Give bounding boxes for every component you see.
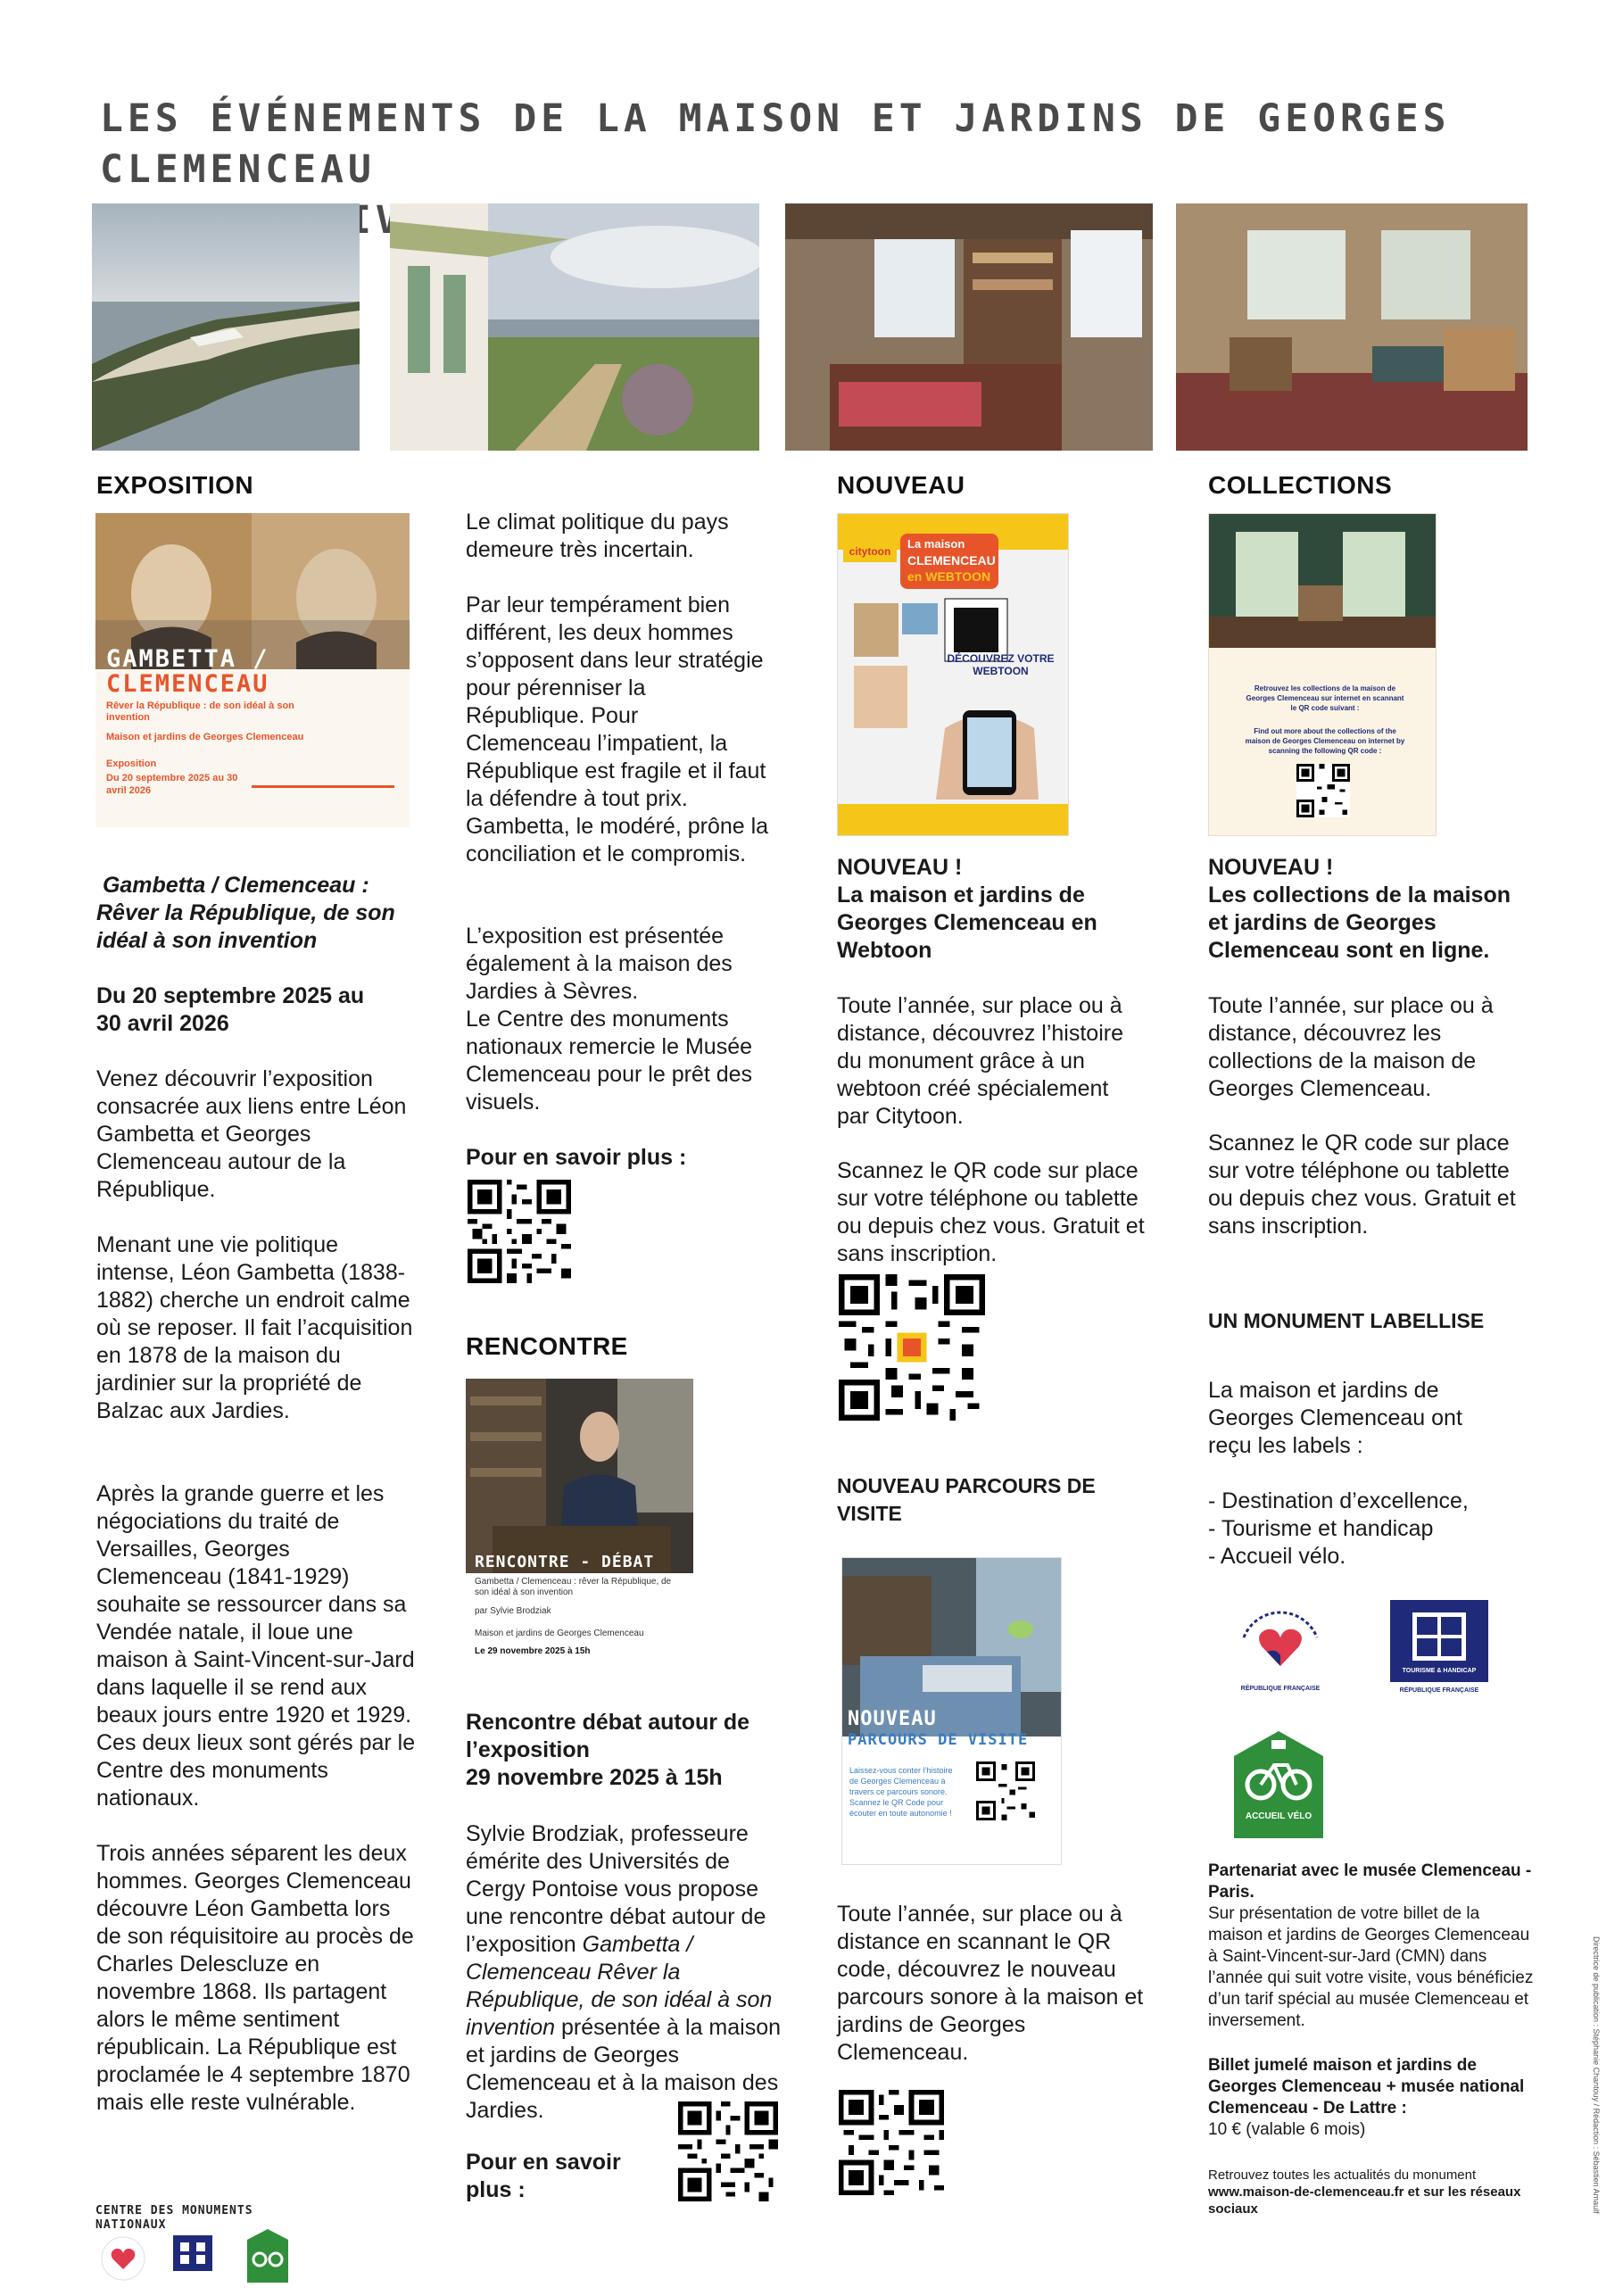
rencontre-poster-subtitle: Gambetta / Clemenceau : rêver la République, de son idéal à son invention xyxy=(475,1577,672,1597)
qr-code-webtoon[interactable] xyxy=(839,1274,985,1421)
collections-text-2: Scannez le QR code sur place sur votre téléphone ou tablette ou depuis chez vous. Gratuit et sans inscription. xyxy=(1208,1131,1516,1239)
webtoon-text-2: Scannez le QR code sur place sur votre téléphone ou tablette ou depuis chez vous. Gratuit et sans inscription. xyxy=(837,1158,1145,1266)
exposition-poster xyxy=(95,513,410,827)
rencontre-poster-venue: Maison et jardins de Georges Clemenceau xyxy=(475,1629,644,1638)
destination-excellence-logo xyxy=(1231,1602,1329,1702)
rencontre-text-a: Sylvie Brodziak, professeure émérite des Universités de Cergy Pontoise vous propose une rencontre débat autour de l’exposition xyxy=(466,1821,766,1957)
citytoon-logo: citytoon xyxy=(843,541,897,562)
rencontre-poster-author: par Sylvie Brodziak xyxy=(475,1606,551,1616)
tourisme-handicap-logo xyxy=(1390,1600,1488,1703)
destination-excellence-icon xyxy=(1231,1602,1329,1687)
destination-excellence-caption: RÉPUBLIQUE FRANÇAISE xyxy=(1240,1686,1321,1692)
ticket-title: Billet jumelé maison et jardins de Georges Clemenceau + musée national Clemenceau - De Lattre : xyxy=(1208,2056,1525,2118)
qr-code-rencontre[interactable] xyxy=(678,2101,778,2201)
page-title-line1: LES ÉVÉNEMENTS DE LA MAISON ET JARDINS DE GEORGES CLEMENCEAU xyxy=(100,96,1451,192)
exposition-title: Gambetta / Clemenceau : Rêver la République, de son idéal à son invention xyxy=(96,873,402,953)
accueil-velo-icon xyxy=(1234,1731,1323,1838)
webtoon-title: NOUVEAU ! La maison et jardins de Georges Clemenceau en Webtoon xyxy=(837,855,1097,963)
exposition-heading: EXPOSITION xyxy=(96,471,254,499)
partner-title: Partenariat avec le musée Clemenceau - Paris. xyxy=(1208,1861,1532,1902)
label-item-destination: - Destination d’excellence, xyxy=(1208,1488,1469,1513)
rencontre-poster-title: RENCONTRE - DÉBAT xyxy=(475,1553,655,1571)
rencontre-poster-photo xyxy=(466,1379,693,1573)
publication-credit-text: Directrice de publication : Stéphanie Chantouy / Rédaction : Sébastien Amaulf xyxy=(1592,1936,1601,2214)
exposition-text-2: Menant une vie politique intense, Léon Gambetta (1838-1882) cherche un endroit calme où se reposer. Il fait l’acquisition en 1878 de la maison du jardinier sur la propriété de Balzac aux Jardies. xyxy=(96,1232,413,1423)
exposition-text-1: Venez découvrir l’exposition consacrée aux liens entre Léon Gambetta et Georges Clemenceau autour de la République. xyxy=(96,1066,407,1202)
destination-excellence-small-icon xyxy=(100,2235,146,2282)
parcours-poster-title-b: PARCOURS DE VISITE xyxy=(848,1731,1029,1749)
labels-heading: UN MONUMENT LABELLISE xyxy=(1208,1309,1485,1332)
label-item-handicap: - Tourisme et handicap xyxy=(1208,1516,1434,1541)
tourisme-handicap-caption: RÉPUBLIQUE FRANÇAISE xyxy=(1399,1687,1479,1694)
collections-poster xyxy=(1208,513,1437,836)
rencontre-text xyxy=(466,1820,791,2125)
webtoon-poster-footer xyxy=(838,804,1069,836)
ticket-price: 10 € (valable 6 mois) xyxy=(1208,2120,1366,2139)
exposition-text-3: Après la grande guerre et les négociations du traité de Versailles, Georges Clemenceau (1841-1929) souhaite se ressourcer dans sa Vendée natale, il loue une maison à Saint-Vincent-sur-Jard dans laquelle il se rend aux beaux jours entre 1920 et 1929. Ces deux lieux sont gérés par le Centre des monuments nationaux. xyxy=(96,1481,416,1811)
col2-text-1: Le climat politique du pays demeure très incertain. xyxy=(466,510,729,562)
website-link[interactable]: www.maison-de-clemenceau.fr et sur les réseaux sociaux xyxy=(1208,2184,1521,2217)
publication-credit xyxy=(1590,1936,1602,2231)
webtoon-poster-cta: DÉCOUVREZ VOTRE WEBTOON xyxy=(947,652,1055,677)
collections-text-1: Toute l’année, sur place ou à distance, découvrez les collections de la maison de Georges Clemenceau. xyxy=(1208,993,1494,1101)
tourisme-handicap-text: TOURISME & HANDICAP xyxy=(1402,1668,1477,1674)
rencontre-text-italic: Gambetta / Clemenceau Rêver la République, de son idéal à son invention xyxy=(466,1932,773,2040)
collections-poster-qr xyxy=(1296,764,1350,817)
page-title-line2: HIVER xyxy=(320,198,459,243)
parcours-heading: NOUVEAU PARCOURS DE VISITE xyxy=(837,1474,1096,1525)
cmn-logo: CENTRE DES MONUMENTS NATIONAUX xyxy=(95,2204,253,2232)
photo-salon-room xyxy=(1176,203,1528,451)
qr-code-parcours[interactable] xyxy=(839,2090,944,2195)
parcours-poster-title-a: NOUVEAU xyxy=(848,1708,937,1730)
collections-poster-text-en: Find out more about the collections of the maison de Georges Clemenceau on internet by scanning the following QR code : xyxy=(1245,727,1405,755)
exposition-poster-venue: Maison et jardins de Georges Clemenceau xyxy=(106,732,304,742)
webtoon-poster-title-1: La maison xyxy=(907,537,965,551)
col2-text-2: Par leur tempérament bien différent, les deux hommes s’opposent dans leur stratégie pour pérenniser la République. Pour Clemenceau l’impatient, la République est fragile et il faut la défendre à tout prix. Gambetta, le modéré, prône la conciliation et le compromis. xyxy=(466,593,769,866)
exposition-poster-divider xyxy=(252,785,394,788)
nouveau-heading: NOUVEAU xyxy=(837,471,965,499)
parcours-text: Toute l’année, sur place ou à distance en scannant le QR code, découvrez le nouveau parcours sonore à la maison et jardins de Georges Clemenceau. xyxy=(837,1902,1144,2065)
photo-house-garden xyxy=(390,203,759,451)
photo-study-room xyxy=(785,203,1153,451)
col2-text-3: L’exposition est présentée également à la maison des Jardies à Sèvres. Le Centre des monuments nationaux remercie le Musée Clemenceau pour le prêt des visuels. xyxy=(466,924,753,1115)
tourisme-handicap-small-icon xyxy=(173,2235,212,2280)
rencontre-event-title: Rencontre débat autour de l’exposition 29 novembre 2025 à 15h xyxy=(466,1710,750,1790)
rencontre-poster-date: Le 29 novembre 2025 à 15h xyxy=(475,1646,591,1656)
webtoon-poster-title-2: CLEMENCEAU xyxy=(907,553,996,568)
exposition-poster-dates: Du 20 septembre 2025 au 30 avril 2026 xyxy=(106,773,238,796)
accueil-velo-small-icon xyxy=(247,2229,288,2283)
rencontre-text-b: présentée à la maison et jardins de Georges Clemenceau et à la maison des Jardies. xyxy=(466,2015,782,2123)
webtoon-poster-title-3: en WEBTOON xyxy=(907,569,991,584)
exposition-poster-title-a: GAMBETTA / xyxy=(106,645,269,673)
webtoon-text-1: Toute l’année, sur place ou à distance, découvrez l’histoire du monument grâce à un webtoon créé spécialement par Citytoon. xyxy=(837,993,1123,1129)
more-info-label-1: Pour en savoir plus : xyxy=(466,1145,687,1170)
photo-coast-aerial xyxy=(92,203,360,451)
labels-text: La maison et jardins de Georges Clemenceau ont reçu les labels : xyxy=(1208,1378,1462,1458)
parcours-poster xyxy=(841,1557,1062,1865)
exposition-text-4: Trois années séparent les deux hommes. Georges Clemenceau découvre Léon Gambetta lors de son réquisitoire au procès de Charles Delescluze en novembre 1868. Ils partagent alors le même sentiment républicain. La République est proclamée le 4 septembre 1870 mais elle reste vulnérable. xyxy=(96,1841,414,2115)
parcours-poster-qr xyxy=(976,1761,1035,1820)
rencontre-poster xyxy=(466,1379,693,1662)
rencontre-heading: RENCONTRE xyxy=(466,1332,628,1360)
exposition-poster-title-b: CLEMENCEAU xyxy=(106,670,269,698)
parcours-poster-text: Laissez-vous conter l’histoire de Georges Clemenceau à travers ce parcours sonore. Scannez le QR Code pour écouter en toute autonomie ! xyxy=(849,1766,953,1818)
more-info-label-2: Pour en savoir plus : xyxy=(466,2150,621,2202)
collections-poster-text-fr: Retrouvez les collections de la maison de Georges Clemenceau sur internet en scannant le QR code suivant : xyxy=(1246,684,1404,712)
collections-poster-photo xyxy=(1209,514,1437,648)
exposition-dates: Du 20 septembre 2025 au 30 avril 2026 xyxy=(96,983,365,1036)
partner-text: Sur présentation de votre billet de la maison et jardins de Georges Clemenceau à Saint-Vincent-sur-Jard (CMN) dans l’année qui suit votre visite, vous bénéficiez d’un tarif spécial au musée Clemenceau et inversement. xyxy=(1208,1904,1534,2030)
qr-code-exposition[interactable] xyxy=(468,1180,571,1283)
webtoon-poster-illustration xyxy=(847,594,1061,800)
exposition-poster-kind: Exposition xyxy=(106,758,157,769)
accueil-velo-text: ACCUEIL VÉLO xyxy=(1245,1811,1312,1821)
accueil-velo-logo xyxy=(1234,1731,1323,1838)
exposition-poster-subtitle: Rêver la République : de son idéal à son invention xyxy=(106,700,294,723)
collections-title: NOUVEAU ! Les collections de la maison et jardins de Georges Clemenceau sont en ligne. xyxy=(1208,855,1511,963)
labels-list xyxy=(1208,1488,1511,1571)
webtoon-poster xyxy=(837,513,1069,836)
label-item-velo: - Accueil vélo. xyxy=(1208,1544,1346,1569)
collections-heading: COLLECTIONS xyxy=(1208,471,1393,499)
news-line: Retrouvez toutes les actualités du monument xyxy=(1208,2168,1477,2183)
